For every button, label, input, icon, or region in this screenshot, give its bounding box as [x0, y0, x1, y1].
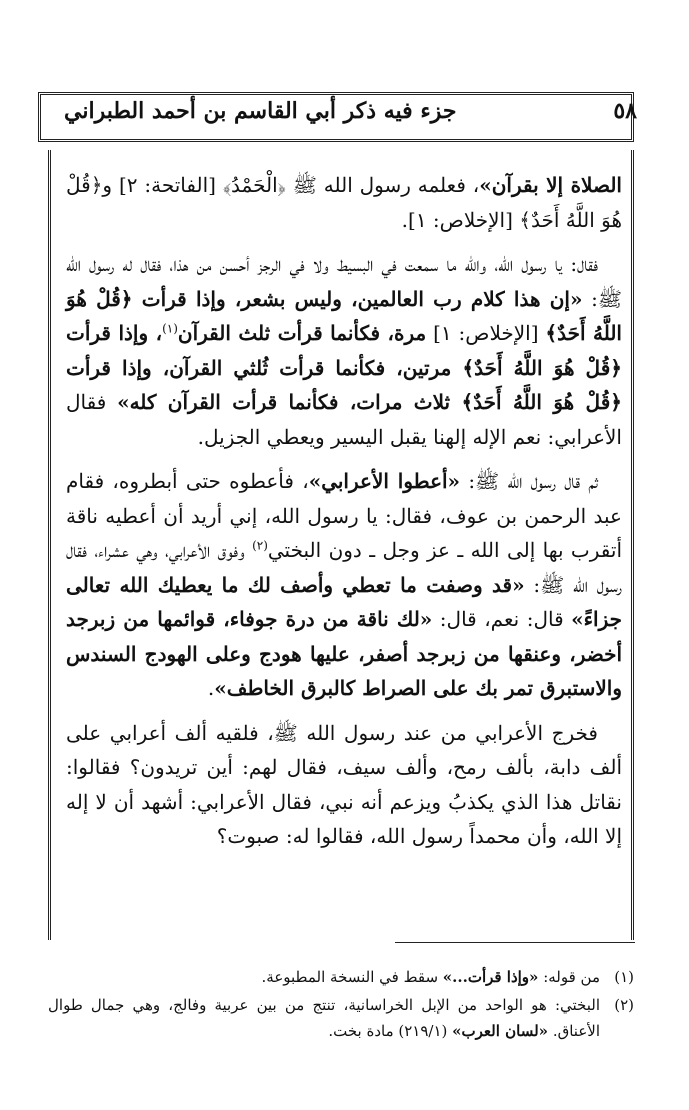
text-run: [الإخلاص: ١] — [426, 321, 546, 345]
text-run: وفوق الأعرابي، وهي عشراء، فقال رسول الله ﷺ: — [66, 538, 622, 597]
footnotes — [48, 964, 634, 1046]
footnote-1 — [48, 964, 634, 990]
footnote-number: (١) — [614, 968, 634, 986]
bold-phrase: الصلاة إلا بقرآن» — [479, 173, 622, 197]
paragraph-3 — [66, 464, 622, 706]
paragraph-1 — [66, 168, 622, 237]
page-number: ٥٨ — [613, 98, 637, 124]
text-run: . — [207, 676, 215, 700]
paragraph-2 — [66, 247, 622, 454]
paragraph-4: فخرج الأعرابي من عند رسول الله ﷺ، فلقيه ألف أعرابي على ألف دابة، بألف رمح، وألف سيف، فقال لهم: أين تريدون؟ فقالوا: نقاتل هذا الذي يكذبُ ويزعم أنه نبي، فقال الأعرابي: أشهد أن لا إله إلا الله، وأن محمداً رسول الله، فقالوا له: صبوت؟ — [66, 720, 622, 848]
footnote-text — [48, 992, 600, 1044]
footnote-marker-2: (٢) — [252, 538, 268, 553]
text-run: فقال: يا رسول الله، والله ما سمعت في البسيط ولا في الرجز أحسن من هذا، فقال له رسول الله ﷺ: — [66, 252, 623, 311]
hadith-quote: «أعطوا الأعرابي» — [308, 469, 461, 493]
hadith-quote: «لك ناقة من درة جوفاء، قوائمها من زبرجد أخضر، وعنقها من زبرجد أصفر، عليها هودج وعلى الهودج السندس والاستبرق تمر بك على الصراط كالبرق الخاطف» — [66, 607, 622, 700]
text-run: سقط في النسخة المطبوعة. — [261, 968, 443, 986]
main-text — [66, 168, 622, 864]
bold-phrase: «وإذا قرأت...» — [442, 968, 539, 986]
text-run: ، فأعطوه حتى أبطروه، فقام عبد الرحمن بن عوف، فقال: يا رسول الله، إني أريد أن أعطيه ناقة أتقرب بها إلى الله ـ عز وجل ـ دون البختي — [66, 469, 623, 562]
bold-phrase: «لسان العرب» — [452, 1022, 549, 1040]
footnote-text — [48, 964, 600, 990]
text-run: البختي: هو الواحد من الإبل الخراسانية، تنتج من بين عربية وفالج، وهي جمال طوال الأعناق. — [48, 996, 600, 1040]
text-run: قال: نعم، قال: — [432, 607, 572, 631]
hadith-quote: «قد وصفت ما تعطي وأصف لك ما يعطيك الله تعالى جزاءً» — [66, 572, 622, 631]
text-run: فقال الأعرابي: نعم الإله إلهنا يقبل اليسير ويعطي الجزيل. — [66, 390, 622, 449]
hadith-quote: ، وإذا قرأت ﴿قُلْ هُوَ اللَّهُ أَحَدٌ﴾ مرتين، فكأنما قرأت ثُلثي القرآن، وإذا قرأت ﴿قُلْ هُوَ اللَّهُ أَحَدٌ﴾ ثلاث مرات، فكأنما قرأت القرآن كله» — [66, 321, 622, 414]
text-run: ، فعلمه رسول الله ﷺ ﴿الْحَمْدُ﴾ [الفاتحة: ٢] و﴿قُلْ هُوَ اللَّهُ أَحَدٌ﴾ [الإخلاص: ١]. — [66, 173, 622, 232]
text-run: (٢١٩/١) مادة بخت. — [328, 1022, 453, 1040]
footnote-marker-1: (١) — [162, 321, 178, 336]
footnote-number: (٢) — [614, 996, 634, 1014]
hadith-quote: «إن هذا كلام رب العالمين، وليس بشعر، وإذا قرأت ﴿قُلْ هُوَ اللَّهُ أَحَدٌ﴾ — [66, 286, 622, 345]
text-run: ثم قال رسول الله ﷺ: — [460, 469, 598, 493]
footnote-2 — [48, 992, 634, 1044]
text-run: من قوله: — [538, 968, 600, 986]
running-title: جزء فيه ذكر أبي القاسم بن أحمد الطبراني — [64, 98, 457, 124]
footnote-separator — [395, 942, 635, 943]
hadith-quote: مرة، فكأنما قرأت ثلث القرآن — [177, 321, 427, 345]
